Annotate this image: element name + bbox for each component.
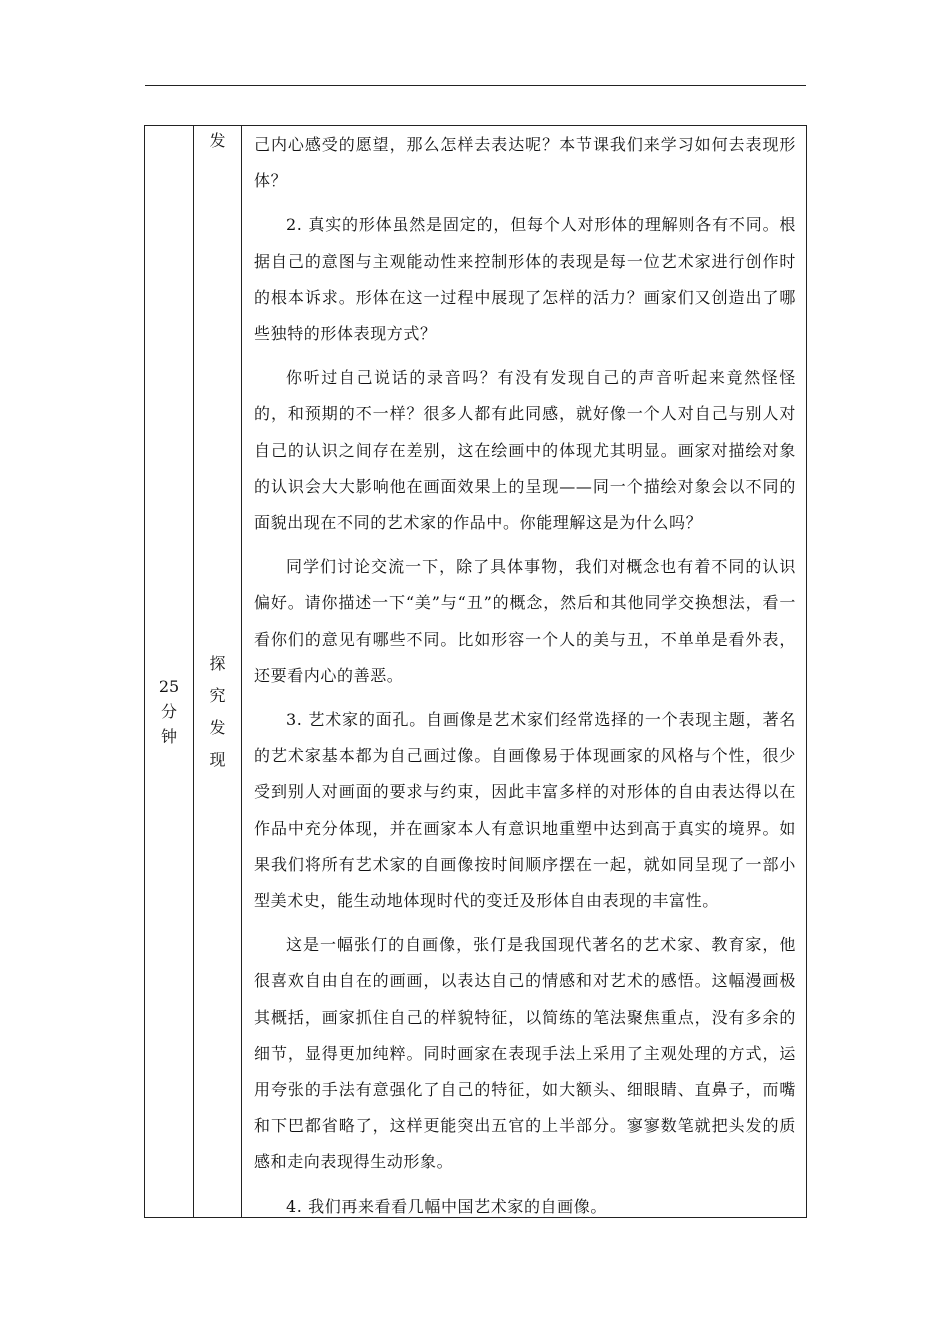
paragraph-continuation: 己内心感受的愿望，那么怎样去表达呢？本节课我们来学习如何去表现形体？ xyxy=(254,135,796,191)
content-text xyxy=(254,126,796,1225)
stage-char: 探 xyxy=(209,654,226,673)
time-allocation xyxy=(145,674,193,749)
paragraph-beauty-discussion: 同学们讨论交流一下，除了具体事物，我们对概念也有着不同的认识偏好。请你描述一下“美”与“丑”的概念，然后和其他同学交换想法，看一看你们的意见有哪些不同。比如形容一个人的美与丑，不单单是看外表，还要看内心的善恶。 xyxy=(254,557,796,685)
time-column xyxy=(145,126,194,1217)
time-unit-char-2: 钟 xyxy=(160,727,177,746)
stage-column xyxy=(194,126,242,1217)
paragraph-artist-faces: 3. 艺术家的面孔。自画像是艺术家们经常选择的一个表现主题，著名的艺术家基本都为自己画过像。自画像易于体现画家的风格与个性，很少受到别人对画面的要求与约束，因此丰富多样的对形体的自由表达得以在作品中充分体现，并在画家本人有意识地重塑中达到高于真实的境界。如果我们将所有艺术家的自画像按时间顺序摆在一起，就如同呈现了一部小型美术史，能生动地体现时代的变迁及形体自由表现的丰富性。 xyxy=(254,710,796,911)
stage-char: 究 xyxy=(209,686,226,705)
stage-char: 现 xyxy=(209,750,226,769)
stage-label xyxy=(194,648,241,776)
stage-char: 发 xyxy=(209,718,226,737)
paragraph-voice-recording: 你听过自己说话的录音吗？有没有发现自己的声音听起来竟然怪怪的，和预期的不一样？很多人都有此同感，就好像一个人对自己与别人对自己的认识之间存在差别，这在绘画中的体现尤其明显。画家对描绘对象的认识会大大影响他在画面效果上的呈现——同一个描绘对象会以不同的面貌出现在不同的艺术家的作品中。你能理解这是为什么吗？ xyxy=(254,368,796,533)
paragraph-zhang-ding: 这是一幅张仃的自画像，张仃是我国现代著名的艺术家、教育家，他很喜欢自由自在的画画，以表达自己的情感和对艺术的感悟。这幅漫画极其概括，画家抓住自己的样貌特征，以简练的笔法聚焦重点，没有多余的细节，显得更加纯粹。同时画家在表现手法上采用了主观处理的方式，运用夸张的手法有意强化了自己的特征，如大额头、细眼睛、直鼻子，而嘴和下巴都省略了，这样更能突出五官的上半部分。寥寥数笔就把头发的质感和走向表现得生动形象。 xyxy=(254,935,796,1172)
paragraph-chinese-self-portraits: 4. 我们再来看看几幅中国艺术家的自画像。 xyxy=(286,1196,607,1216)
stage-continued-char: 发 xyxy=(209,131,226,150)
content-column xyxy=(242,126,806,1217)
time-minutes: 25 xyxy=(158,677,180,696)
header-rule xyxy=(145,85,806,86)
time-unit-char-1: 分 xyxy=(160,702,177,721)
paragraph-form-understanding: 2. 真实的形体虽然是固定的，但每个人对形体的理解则各有不同。根据自己的意图与主观能动性来控制形体的表现是每一位艺术家进行创作时的根本诉求。形体在这一过程中展现了怎样的活力？画家们又创造出了哪些独特的形体表现方式？ xyxy=(254,215,796,344)
lesson-plan-table xyxy=(144,125,807,1218)
